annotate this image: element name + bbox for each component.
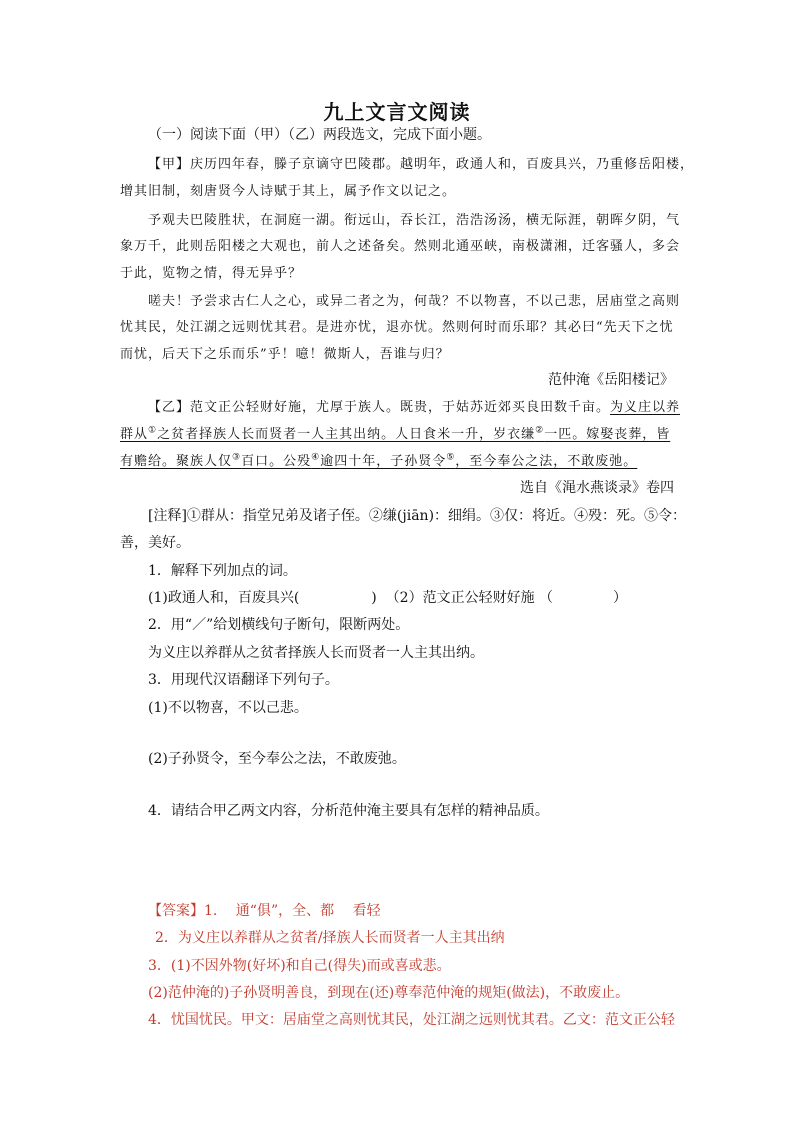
passage-jia-line-5: 于此，览物之情，得无异乎？: [120, 266, 303, 281]
passage-yi-tag: 【乙】: [148, 400, 191, 415]
answer-3-part-1: 3．(1)不因外物(好坏)和自己(得失)而或喜或悲。: [148, 958, 451, 974]
passage-jia-tag: 【甲】: [148, 157, 191, 172]
passage-yi-line-2: 群从①之贫者择族人长而贤者一人主其出纳。人日食米一升，岁衣缣②一匹。嫁娶丧葬，皆: [120, 425, 671, 442]
question-1-items: (1)政通人和，百废具兴( ) （2）范文正公轻财好施 （ ）: [148, 590, 628, 606]
question-2-sentence: 为义庄以养群从之贫者择族人长而贤者一人主其出纳。: [148, 645, 484, 661]
answer-4: 4．忧国忧民。甲文：居庙堂之高则忧其民，处江湖之远则忧其君。乙文：范文正公轻: [148, 1012, 675, 1028]
question-4: 4．请结合甲乙两文内容，分析范仲淹主要具有怎样的精神品质。: [148, 803, 549, 819]
question-2: 2．用“／”给划横线句子断句，限断两处。: [148, 617, 410, 633]
passage-jia-line-2: 增其旧制，刻唐贤今人诗赋于其上，属予作文以记之。: [120, 184, 457, 199]
question-3-part-2: (2)子孙贤令，至今奉公之法，不敢废弛。: [148, 751, 406, 767]
answer-2: 2．为义庄以养群从之贫者/择族人长而贤者一人主其出纳: [155, 930, 505, 946]
notes-line-2: 善，美好。: [120, 535, 190, 551]
underlined-sentence: 为义庄以养: [610, 400, 681, 415]
answer-tag: 【答案】: [148, 903, 204, 919]
passage-jia-source: 范仲淹《岳阳楼记》: [548, 372, 674, 388]
passage-jia-line-1: 【甲】庆历四年春，滕子京谪守巴陵郡。越明年，政通人和，百废具兴，乃重修岳阳楼，: [148, 157, 695, 172]
passage-jia-line-8: 而忧，后天下之乐而乐”乎！噫！微斯人，吾谁与归？: [120, 347, 450, 362]
intro-text: （一）阅读下面（甲）（乙）两段选文，完成下面小题。: [148, 127, 491, 143]
passage-yi-source: 选自《渑水燕谈录》卷四: [520, 480, 674, 496]
passage-jia-line-6: 嗟夫！予尝求古仁人之心，或异二者之为，何哉？不以物喜，不以己悲，居庙堂之高则: [148, 294, 681, 309]
passage-jia-line-7: 忧其民，处江湖之远则忧其君。是进亦忧，退亦忧。然则何时而乐耶？其必曰“先天下之忧: [120, 320, 674, 335]
question-1: 1．解释下列加点的词。: [148, 563, 297, 579]
question-3-part-1: (1)不以物喜，不以己悲。: [148, 700, 308, 716]
passage-yi-line-1: 【乙】范文正公轻财好施，尤厚于族人。既贵，于姑苏近郊买良田数千亩。为义庄以养: [148, 400, 681, 415]
answer-3-part-2: (2)范仲淹的)子孙贤明善良，到现在(还)尊奉范仲淹的规矩(做法)，不敢废止。: [148, 985, 630, 1001]
passage-jia-line-4: 象万千，此则岳阳楼之大观也，前人之述备矣。然则北通巫峡，南极潇湘，迁客骚人，多会: [120, 239, 681, 254]
page-title: 九上文言文阅读: [323, 100, 471, 124]
passage-yi-line-3: 有赡给。聚族人仅③百口。公殁④逾四十年，子孙贤令⑤，至今奉公之法，不敢废弛。: [120, 452, 638, 469]
question-3: 3．用现代汉语翻译下列句子。: [148, 672, 339, 688]
notes-line-1: [注释]①群从：指堂兄弟及诸子侄。②缣(jiān)：细绢。③仅：将近。④殁：死。⑤令：: [148, 508, 687, 524]
answer-1: 【答案】1. 通“俱”，全、都 看轻: [148, 903, 381, 919]
passage-jia-line-3: 予观夫巴陵胜状，在洞庭一湖。衔远山，吞长江，浩浩汤汤，横无际涯，朝晖夕阴，气: [148, 213, 681, 228]
